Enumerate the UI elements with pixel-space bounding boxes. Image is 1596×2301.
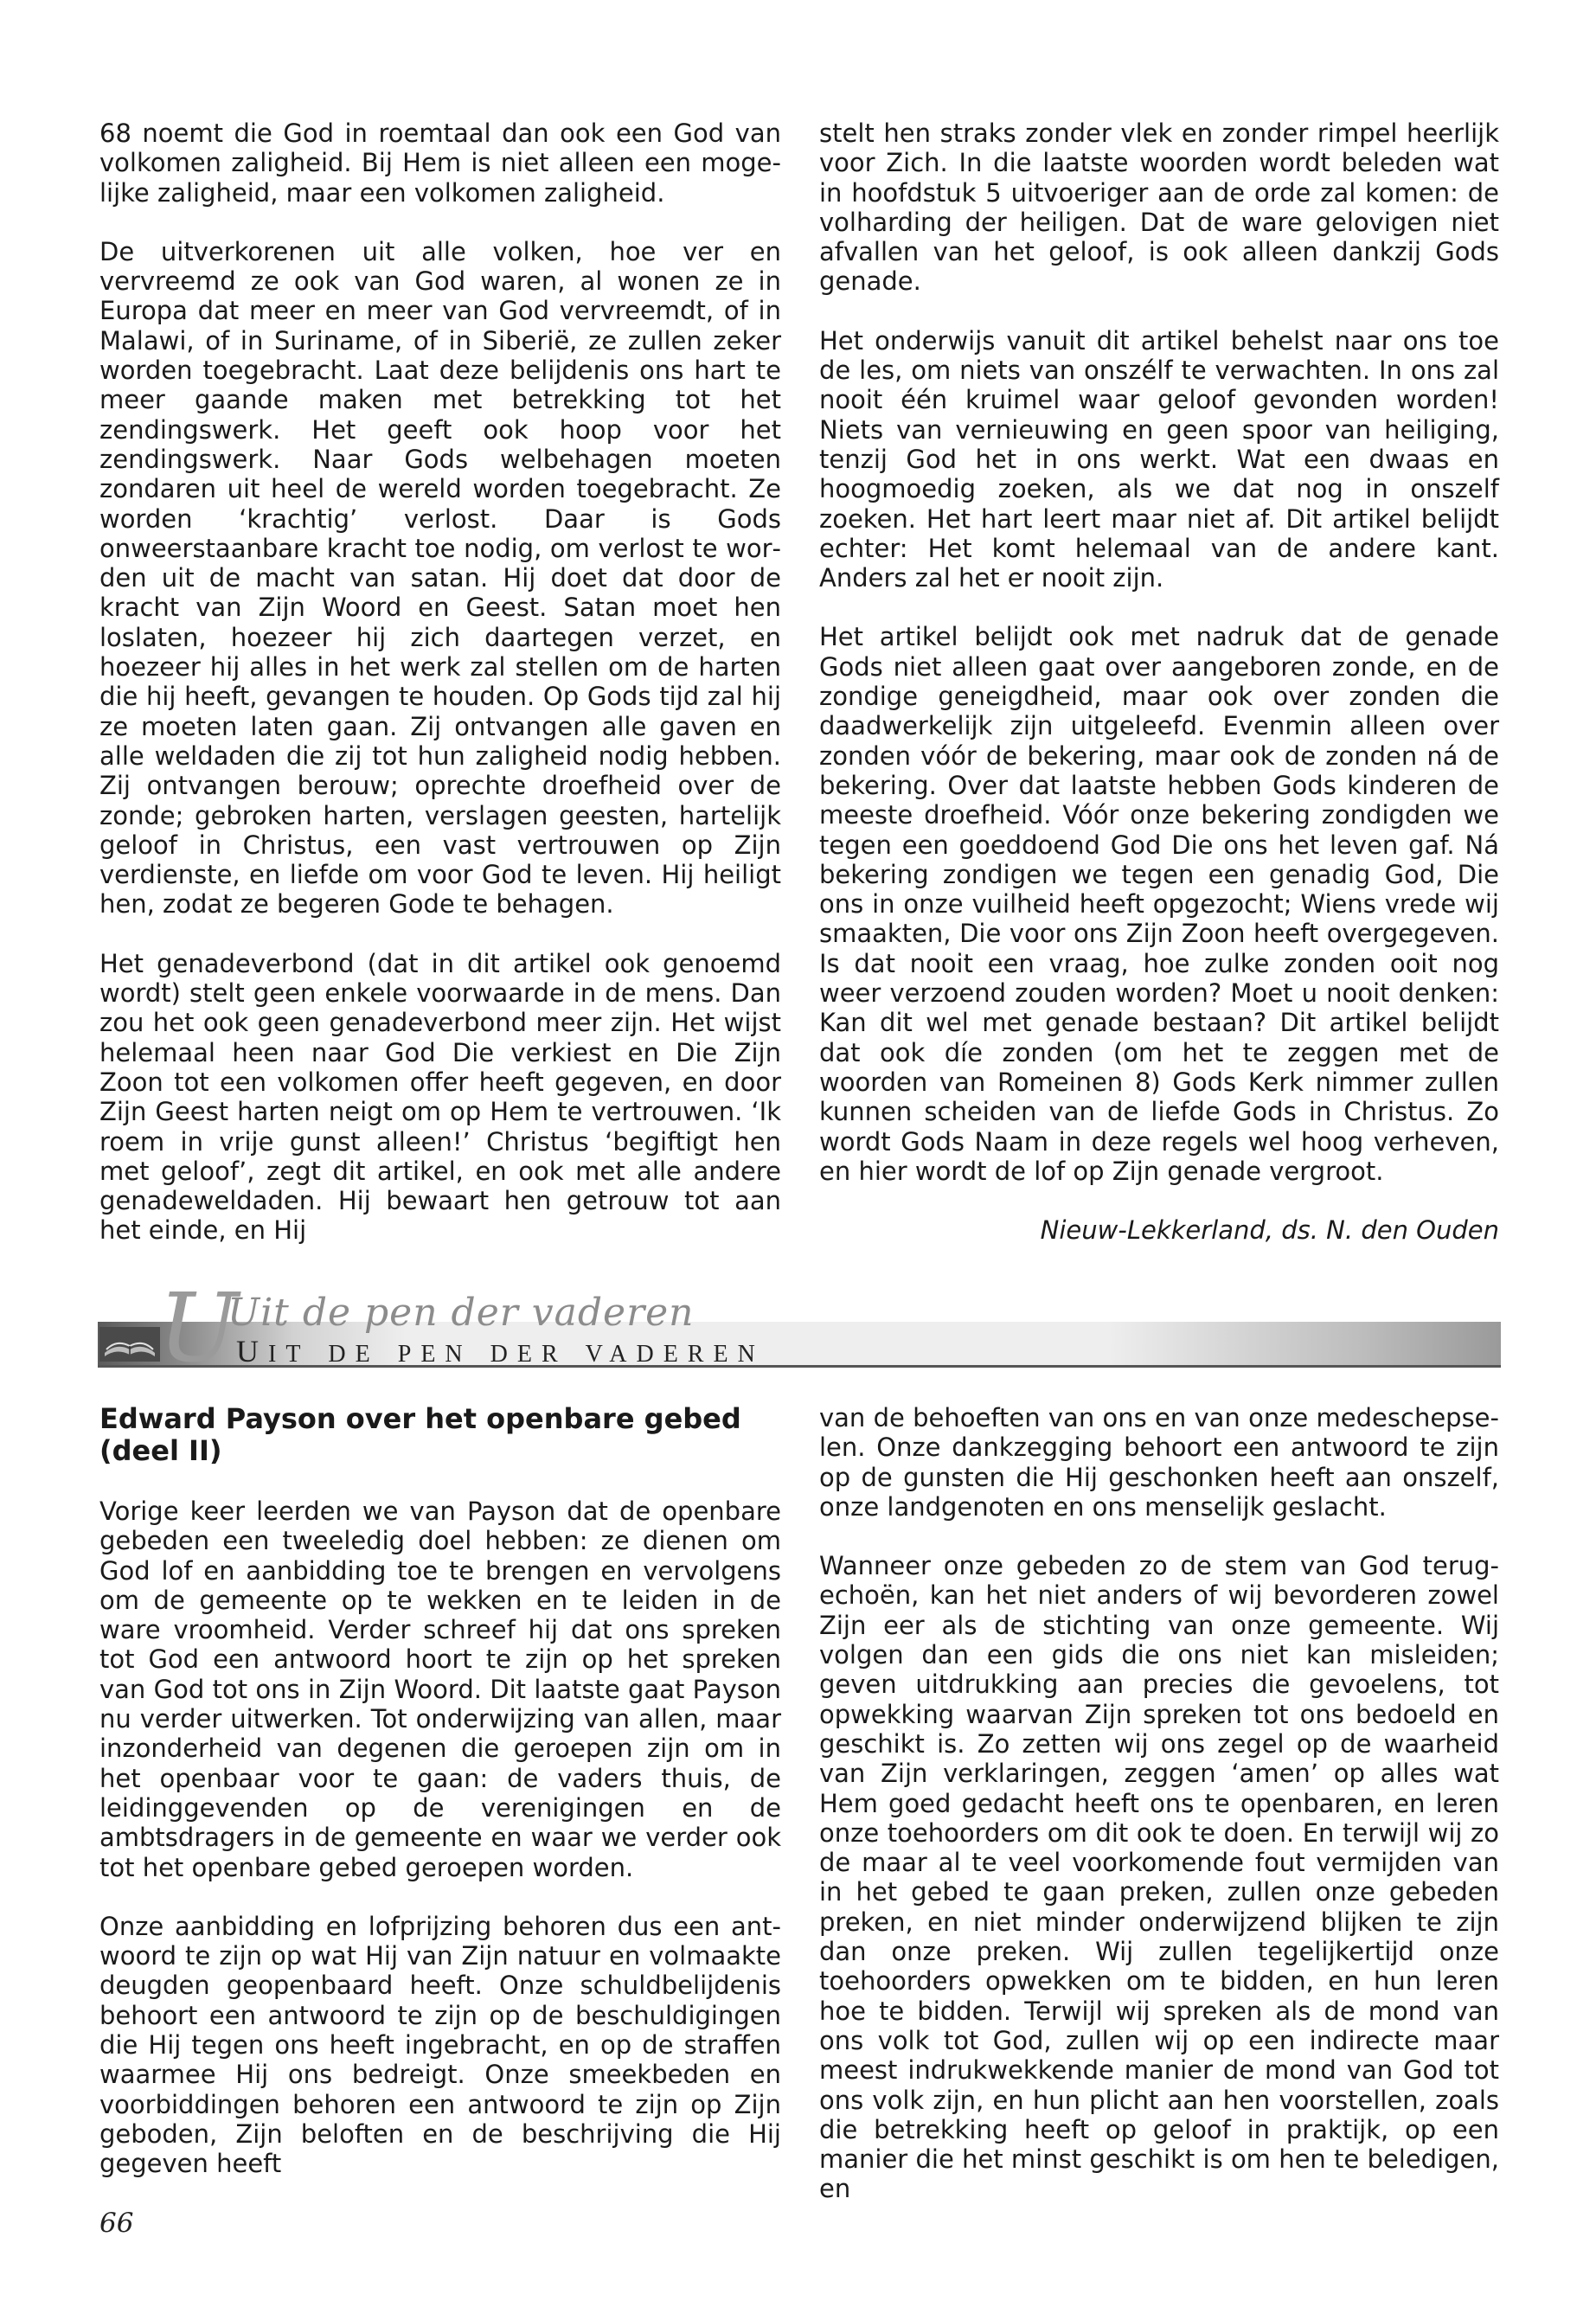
paragraph: stelt hen straks zonder vlek en zonder rimpel heerlijk voor Zich. In die laatste woorden wordt beleden wat in hoofdstuk 5 uitvoeriger aan de orde zal komen: de volharding der heiligen. Dat de ware gelovigen niet afvallen van het geloof, is ook alleen dankzij Gods genade. xyxy=(819,119,1499,297)
paragraph: Wanneer onze gebeden zo de stem van God terug-echoën, kan het niet anders of wij bevorderen zowel Zijn eer als de stichting van onze gemeente. Wij volgen dan een gids die ons niet kan misleiden; geven uitdrukking aan precies die gevoelens, tot opwekking waarvan Zijn spreken tot ons bedoeld en geschikt is. Zo zetten wij ons zegel op de waarheid van Zijn verklaringen, zeggen ‘amen’ op alles wat Hem goed gedacht heeft ons te openbaren, en leren onze toehoorders om dit ook te doen. En terwijl wij zo de maar al te veel voorkomende fout vermijden van in het gebed te gaan preken, zullen onze gebeden preken, en niet minder onderwijzend blijken te zijn dan onze preken. Wij zullen tegelijkertijd onze toehoorders opwekken om te bidden, en hun leren hoe te bidden. Terwijl wij spreken als de mond van ons volk tot God, zullen wij op een indirecte maar meest indrukwekkende manier de mond van God tot ons volk zijn, en hun plicht aan hen voorstellen, zoals die betrekking heeft op geloof in praktijk, op een manier die het minst geschikt is om hen te beledigen, en xyxy=(819,1551,1499,2204)
author-signature: Nieuw-Lekkerland, ds. N. den Ouden xyxy=(1040,1215,1499,1246)
paragraph: 68 noemt die God in roemtaal dan ook een God van volkomen zaligheid. Bij Hem is niet alleen een mogelijke zaligheid, maar een volkomen zaligheid. xyxy=(99,119,781,208)
article-right-column xyxy=(819,1403,1499,2204)
paragraph: Het onderwijs vanuit dit artikel behelst naar ons toe de les, om niets van onszélf te verwachten. In ons zal nooit één kruimel waar geloof gevonden worden! Niets van vernieuwing en geen spoor van heiliging, tenzij God het in ons werkt. Wat een dwaas en hoogmoedig zoeken, als we dat nog in onszelf zoeken. Het hart leert maar niet af. Dit artikel belijdt echter: Het komt helemaal van de andere kant. Anders zal het er nooit zijn. xyxy=(819,325,1499,593)
banner-script-initial: U xyxy=(158,1272,239,1383)
page-number: 66 xyxy=(99,2208,134,2239)
top-left-column xyxy=(99,119,781,1246)
paragraph: Onze aanbidding en lofprijzing behoren dus een antwoord te zijn op wat Hij van Zijn natuur en volmaakte deugden geopenbaard heeft. Onze schuldbelijdenis behoort een antwoord te zijn op de beschuldigingen die Hij tegen ons heeft ingebracht, en op de straffen waarmee Hij ons bedreigt. Onze smeekbeden en voorbiddingen behoren een antwoord te zijn op Zijn geboden, Zijn beloften en de beschrijving die Hij gegeven heeft xyxy=(99,1911,781,2179)
article-left-column xyxy=(99,1403,781,2179)
paragraph: Vorige keer leerden we van Payson dat de openbare gebeden een tweeledig doel hebben: ze dienen om God lof en aanbidding toe te brengen en vervolgens om de gemeente op te wekken en te leiden in de ware vroomheid. Verder schreef hij dat ons spreken tot God een antwoord hoort te zijn op het spreken van God tot ons in Zijn Woord. Dit laatste gaat Payson nu verder uitwerken. Tot onderwijzing van allen, maar inzonderheid van degenen die geroepen zijn om in het openbaar voor te gaan: de vaders thuis, de leidinggevenden op de verenigingen en de ambtsdragers in de gemeente en waar we verder ook tot het openbare gebed geroepen worden. xyxy=(99,1497,781,1882)
paragraph: van de behoeften van ons en van onze medeschepselen. Onze dankzegging behoort een antwoord te zijn op de gunsten die Hij geschonken heeft aan onszelf, onze landgenoten en ons menselijk geslacht. xyxy=(819,1403,1499,1522)
paragraph: Het genadeverbond (dat in dit artikel ook genoemd wordt) stelt geen enkele voorwaarde in de mens. Dan zou het ook geen genadeverbond meer zijn. Het wijst helemaal heen naar God Die verkiest en Die Zijn Zoon tot een volkomen offer heeft gegeven, en door Zijn Geest harten neigt om op Hem te vertrouwen. ‘Ik roem in vrije gunst alleen!’ Christus ‘begiftigt hen met geloof’, zegt dit artikel, en ook met alle andere genadeweldaden. Hij bewaart hen getrouw tot aan het einde, en Hij xyxy=(99,948,781,1246)
top-right-column xyxy=(819,119,1499,1245)
section-banner xyxy=(98,1272,1501,1383)
article-title: Edward Payson over het openbare gebed (deel II) xyxy=(99,1402,741,1467)
banner-script-text: Uit de pen der vaderen xyxy=(228,1291,695,1335)
section-heading: uit de pen der vaderen xyxy=(236,1323,765,1372)
open-book-icon xyxy=(99,1327,160,1362)
paragraph: Het artikel belijdt ook met nadruk dat de genade Gods niet alleen gaat over aangeboren zonde, en de zondige geneigdheid, maar ook over zonden die daadwerkelijk zijn uitgeleefd. Evenmin alleen over zonden vóór de bekering, maar ook de zonden ná de bekering. Over dat laatste hebben Gods kinderen de meeste droefheid. Vóór onze bekering zondigden we tegen een goeddoend God Die ons het leven gaf. Ná bekering zondigen we tegen een genadig God, Die ons in onze vuilheid heeft opgezocht; Wiens vrede wij smaakten, Die voor ons Zijn Zoon heeft overgegeven. Is dat nooit een vraag, hoe zulke zonden ooit nog weer verzoend zouden worden? Moet u nooit denken: Kan dit wel met genade bestaan? Dit artikel belijdt dat ook díe zonden (om het te zeggen met de woorden van Romeinen 8) Gods Kerk nimmer zullen kunnen scheiden van de liefde Gods in Christus. Zo wordt Gods Naam in deze regels wel hoog verheven, en hier wordt de lof op Zijn genade vergroot. xyxy=(819,622,1499,1186)
paragraph: De uitverkorenen uit alle volken, hoe ver en vervreemd ze ook van God waren, al wonen ze in Europa dat meer en meer van God vervreemdt, of in Malawi, of in Suriname, of in Siberië, ze zullen zeker worden toegebracht. Laat deze belijdenis ons hart te meer gaande maken met betrekking tot het zendingswerk. Het geeft ook hoop voor het zendingswerk. Naar Gods welbehagen moeten zondaren uit heel de wereld worden toegebracht. Ze worden ‘krachtig’ verlost. Daar is Gods onweerstaanbare kracht toe nodig, om verlost te worden uit de macht van satan. Hij doet dat door de kracht van Zijn Woord en Geest. Satan moet hen loslaten, hoezeer hij zich daartegen verzet, en hoezeer hij alles in het werk zal stellen om de harten die hij heeft, gevangen te houden. Op Gods tijd zal hij ze moeten laten gaan. Zij ontvangen alle gaven en alle weldaden die zij tot hun zaligheid nodig hebben. Zij ontvangen berouw; oprechte droefheid over de zonde; gebroken harten, verslagen geesten, hartelijk geloof in Christus, een vast vertrouwen op Zijn verdienste, en liefde om voor God te leven. Hij heiligt hen, zodat ze begeren Gode te behagen. xyxy=(99,236,781,920)
